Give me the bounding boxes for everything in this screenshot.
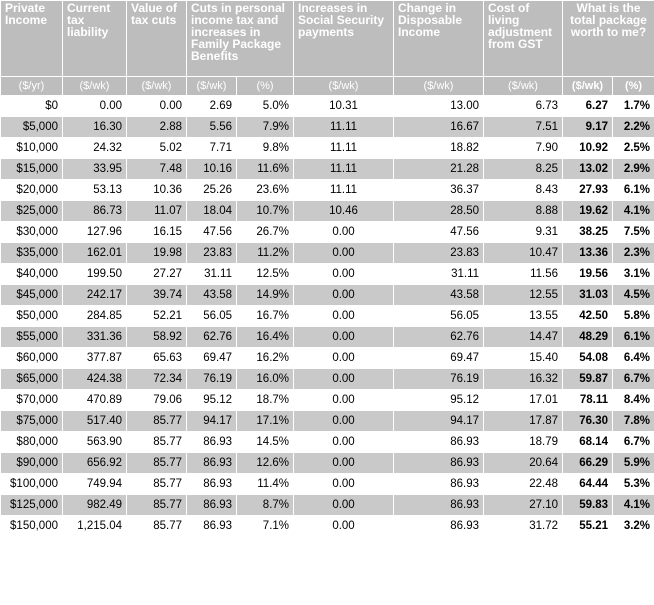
income-cell: $5,000 <box>1 117 63 138</box>
table-row <box>1 432 654 453</box>
unit-tax-cuts: ($/wk) <box>127 77 187 96</box>
table-row <box>1 117 654 138</box>
tax-liability-cell: 127.96 <box>63 222 127 243</box>
cuts-wk-cell: 7.71 <box>187 138 237 159</box>
total-wk-cell: 66.29 <box>563 453 613 474</box>
income-cell: $125,000 <box>1 495 63 516</box>
total-wk-cell: 48.29 <box>563 327 613 348</box>
social-security-cell: 0.00 <box>294 327 394 348</box>
cuts-pct-cell: 16.0% <box>237 369 294 390</box>
unit-income: ($/yr) <box>1 77 63 96</box>
table-row <box>1 327 654 348</box>
total-pct-cell: 4.5% <box>613 285 654 306</box>
table-row <box>1 474 654 495</box>
unit-disposable: ($/wk) <box>394 77 484 96</box>
gst-cell: 10.47 <box>484 243 563 264</box>
income-cell: $65,000 <box>1 369 63 390</box>
total-wk-cell: 78.11 <box>563 390 613 411</box>
social-security-cell: 11.11 <box>294 180 394 201</box>
cuts-pct-cell: 11.4% <box>237 474 294 495</box>
tax-liability-cell: 749.94 <box>63 474 127 495</box>
cuts-wk-cell: 25.26 <box>187 180 237 201</box>
table-row <box>1 159 654 180</box>
tax-liability-cell: 162.01 <box>63 243 127 264</box>
total-pct-cell: 7.8% <box>613 411 654 432</box>
disposable-cell: 76.19 <box>394 369 484 390</box>
social-security-cell: 0.00 <box>294 390 394 411</box>
disposable-cell: 56.05 <box>394 306 484 327</box>
tax-liability-cell: 563.90 <box>63 432 127 453</box>
total-pct-cell: 2.9% <box>613 159 654 180</box>
table-row <box>1 390 654 411</box>
disposable-cell: 86.93 <box>394 453 484 474</box>
cuts-pct-cell: 11.6% <box>237 159 294 180</box>
tax-cuts-cell: 79.06 <box>127 390 187 411</box>
tax-liability-cell: 16.30 <box>63 117 127 138</box>
header-social-security: Increases in Social Security payments <box>294 1 394 77</box>
disposable-cell: 47.56 <box>394 222 484 243</box>
disposable-cell: 21.28 <box>394 159 484 180</box>
gst-cell: 7.51 <box>484 117 563 138</box>
social-security-cell: 11.11 <box>294 159 394 180</box>
tax-cuts-cell: 10.36 <box>127 180 187 201</box>
total-wk-cell: 42.50 <box>563 306 613 327</box>
cuts-pct-cell: 7.1% <box>237 516 294 537</box>
cuts-pct-cell: 16.7% <box>237 306 294 327</box>
income-cell: $75,000 <box>1 411 63 432</box>
gst-cell: 6.73 <box>484 96 563 117</box>
social-security-cell: 0.00 <box>294 495 394 516</box>
tax-cuts-cell: 39.74 <box>127 285 187 306</box>
total-pct-cell: 6.1% <box>613 327 654 348</box>
tax-cuts-cell: 0.00 <box>127 96 187 117</box>
gst-cell: 27.10 <box>484 495 563 516</box>
tax-liability-cell: 53.13 <box>63 180 127 201</box>
cuts-pct-cell: 7.9% <box>237 117 294 138</box>
social-security-cell: 0.00 <box>294 264 394 285</box>
cuts-wk-cell: 18.04 <box>187 201 237 222</box>
gst-cell: 8.88 <box>484 201 563 222</box>
tax-cuts-cell: 85.77 <box>127 495 187 516</box>
cuts-wk-cell: 86.93 <box>187 474 237 495</box>
gst-cell: 13.55 <box>484 306 563 327</box>
tax-cuts-cell: 85.77 <box>127 474 187 495</box>
cuts-wk-cell: 62.76 <box>187 327 237 348</box>
unit-total-pct: (%) <box>613 77 654 96</box>
income-cell: $0 <box>1 96 63 117</box>
gst-cell: 9.31 <box>484 222 563 243</box>
tax-cuts-cell: 2.88 <box>127 117 187 138</box>
social-security-cell: 0.00 <box>294 432 394 453</box>
total-pct-cell: 4.1% <box>613 495 654 516</box>
gst-cell: 8.25 <box>484 159 563 180</box>
cuts-pct-cell: 12.6% <box>237 453 294 474</box>
table-body <box>1 96 654 537</box>
total-wk-cell: 13.02 <box>563 159 613 180</box>
social-security-cell: 0.00 <box>294 453 394 474</box>
disposable-cell: 43.58 <box>394 285 484 306</box>
table-row <box>1 222 654 243</box>
unit-cuts-wk: ($/wk) <box>187 77 237 96</box>
cuts-pct-cell: 10.7% <box>237 201 294 222</box>
cuts-wk-cell: 31.11 <box>187 264 237 285</box>
disposable-cell: 13.00 <box>394 96 484 117</box>
header-tax-liability: Current tax liability <box>63 1 127 77</box>
total-wk-cell: 68.14 <box>563 432 613 453</box>
table-row <box>1 285 654 306</box>
tax-cuts-cell: 85.77 <box>127 453 187 474</box>
table-row <box>1 180 654 201</box>
disposable-cell: 23.83 <box>394 243 484 264</box>
social-security-cell: 0.00 <box>294 411 394 432</box>
table-row <box>1 96 654 117</box>
total-wk-cell: 31.03 <box>563 285 613 306</box>
cuts-wk-cell: 23.83 <box>187 243 237 264</box>
total-wk-cell: 13.36 <box>563 243 613 264</box>
social-security-cell: 0.00 <box>294 306 394 327</box>
cuts-wk-cell: 10.16 <box>187 159 237 180</box>
social-security-cell: 10.46 <box>294 201 394 222</box>
tax-liability-cell: 0.00 <box>63 96 127 117</box>
income-cell: $60,000 <box>1 348 63 369</box>
cuts-wk-cell: 86.93 <box>187 432 237 453</box>
total-pct-cell: 3.1% <box>613 264 654 285</box>
header-gst: Cost of living adjustment from GST <box>484 1 563 77</box>
total-pct-cell: 5.8% <box>613 306 654 327</box>
cuts-wk-cell: 76.19 <box>187 369 237 390</box>
tax-cuts-cell: 5.02 <box>127 138 187 159</box>
table-row <box>1 348 654 369</box>
tax-cuts-cell: 27.27 <box>127 264 187 285</box>
cuts-pct-cell: 14.9% <box>237 285 294 306</box>
total-pct-cell: 3.2% <box>613 516 654 537</box>
tax-cuts-cell: 72.34 <box>127 369 187 390</box>
social-security-cell: 0.00 <box>294 348 394 369</box>
income-cell: $80,000 <box>1 432 63 453</box>
table-row <box>1 453 654 474</box>
social-security-cell: 11.11 <box>294 138 394 159</box>
table-row <box>1 264 654 285</box>
unit-cuts-pct: (%) <box>237 77 294 96</box>
tax-cuts-cell: 16.15 <box>127 222 187 243</box>
cuts-pct-cell: 14.5% <box>237 432 294 453</box>
total-wk-cell: 59.87 <box>563 369 613 390</box>
header-total: What is the total package worth to me? <box>563 1 654 77</box>
total-pct-cell: 2.2% <box>613 117 654 138</box>
gst-cell: 16.32 <box>484 369 563 390</box>
tax-cuts-cell: 85.77 <box>127 411 187 432</box>
table-row <box>1 495 654 516</box>
income-cell: $35,000 <box>1 243 63 264</box>
income-cell: $150,000 <box>1 516 63 537</box>
total-wk-cell: 19.56 <box>563 264 613 285</box>
social-security-cell: 0.00 <box>294 516 394 537</box>
tax-liability-cell: 24.32 <box>63 138 127 159</box>
disposable-cell: 16.67 <box>394 117 484 138</box>
disposable-cell: 86.93 <box>394 432 484 453</box>
cuts-wk-cell: 94.17 <box>187 411 237 432</box>
tax-liability-cell: 242.17 <box>63 285 127 306</box>
cuts-wk-cell: 69.47 <box>187 348 237 369</box>
total-wk-cell: 19.62 <box>563 201 613 222</box>
cuts-pct-cell: 26.7% <box>237 222 294 243</box>
social-security-cell: 11.11 <box>294 117 394 138</box>
income-cell: $25,000 <box>1 201 63 222</box>
gst-cell: 18.79 <box>484 432 563 453</box>
unit-social-security: ($/wk) <box>294 77 394 96</box>
total-wk-cell: 9.17 <box>563 117 613 138</box>
cuts-wk-cell: 86.93 <box>187 495 237 516</box>
cuts-wk-cell: 2.69 <box>187 96 237 117</box>
disposable-cell: 86.93 <box>394 516 484 537</box>
total-wk-cell: 38.25 <box>563 222 613 243</box>
total-pct-cell: 5.3% <box>613 474 654 495</box>
tax-cuts-cell: 65.63 <box>127 348 187 369</box>
tax-liability-cell: 424.38 <box>63 369 127 390</box>
tax-liability-cell: 377.87 <box>63 348 127 369</box>
disposable-cell: 86.93 <box>394 495 484 516</box>
header-tax-cuts: Value of tax cuts <box>127 1 187 77</box>
cuts-pct-cell: 8.7% <box>237 495 294 516</box>
cuts-pct-cell: 5.0% <box>237 96 294 117</box>
table-row <box>1 369 654 390</box>
tax-liability-cell: 199.50 <box>63 264 127 285</box>
tax-liability-cell: 86.73 <box>63 201 127 222</box>
total-pct-cell: 2.3% <box>613 243 654 264</box>
gst-cell: 8.43 <box>484 180 563 201</box>
cuts-pct-cell: 23.6% <box>237 180 294 201</box>
disposable-cell: 62.76 <box>394 327 484 348</box>
total-wk-cell: 10.92 <box>563 138 613 159</box>
header-private-income: Private Income <box>1 1 63 77</box>
table-row <box>1 516 654 537</box>
table-row <box>1 138 654 159</box>
cuts-wk-cell: 86.93 <box>187 453 237 474</box>
disposable-cell: 31.11 <box>394 264 484 285</box>
disposable-cell: 69.47 <box>394 348 484 369</box>
cuts-pct-cell: 17.1% <box>237 411 294 432</box>
total-wk-cell: 27.93 <box>563 180 613 201</box>
tax-cuts-cell: 52.21 <box>127 306 187 327</box>
cuts-wk-cell: 47.56 <box>187 222 237 243</box>
gst-cell: 31.72 <box>484 516 563 537</box>
income-cell: $15,000 <box>1 159 63 180</box>
total-pct-cell: 6.4% <box>613 348 654 369</box>
gst-cell: 12.55 <box>484 285 563 306</box>
total-pct-cell: 6.7% <box>613 432 654 453</box>
tax-liability-cell: 284.85 <box>63 306 127 327</box>
tax-cuts-cell: 58.92 <box>127 327 187 348</box>
tax-cuts-cell: 7.48 <box>127 159 187 180</box>
gst-cell: 15.40 <box>484 348 563 369</box>
income-cell: $55,000 <box>1 327 63 348</box>
table-header <box>1 1 654 96</box>
cuts-pct-cell: 16.2% <box>237 348 294 369</box>
total-pct-cell: 4.1% <box>613 201 654 222</box>
income-cell: $10,000 <box>1 138 63 159</box>
cuts-wk-cell: 5.56 <box>187 117 237 138</box>
cuts-pct-cell: 11.2% <box>237 243 294 264</box>
tax-liability-cell: 470.89 <box>63 390 127 411</box>
total-pct-cell: 2.5% <box>613 138 654 159</box>
gst-cell: 22.48 <box>484 474 563 495</box>
unit-tax-liability: ($/wk) <box>63 77 127 96</box>
header-cuts-personal: Cuts in personal income tax and increases in Family Package Benefits <box>187 1 294 77</box>
total-pct-cell: 7.5% <box>613 222 654 243</box>
income-cell: $20,000 <box>1 180 63 201</box>
cuts-wk-cell: 86.93 <box>187 516 237 537</box>
unit-total-wk: ($/wk) <box>563 77 613 96</box>
tax-liability-cell: 982.49 <box>63 495 127 516</box>
total-wk-cell: 59.83 <box>563 495 613 516</box>
disposable-cell: 18.82 <box>394 138 484 159</box>
total-wk-cell: 55.21 <box>563 516 613 537</box>
total-wk-cell: 54.08 <box>563 348 613 369</box>
tax-liability-cell: 33.95 <box>63 159 127 180</box>
gst-cell: 11.56 <box>484 264 563 285</box>
social-security-cell: 0.00 <box>294 222 394 243</box>
income-cell: $100,000 <box>1 474 63 495</box>
cuts-pct-cell: 18.7% <box>237 390 294 411</box>
social-security-cell: 0.00 <box>294 369 394 390</box>
table-row <box>1 243 654 264</box>
social-security-cell: 0.00 <box>294 285 394 306</box>
tax-cuts-cell: 19.98 <box>127 243 187 264</box>
gst-cell: 14.47 <box>484 327 563 348</box>
header-disposable-income: Change in Disposable Income <box>394 1 484 77</box>
income-cell: $40,000 <box>1 264 63 285</box>
disposable-cell: 95.12 <box>394 390 484 411</box>
disposable-cell: 94.17 <box>394 411 484 432</box>
tax-liability-cell: 517.40 <box>63 411 127 432</box>
unit-gst: ($/wk) <box>484 77 563 96</box>
tax-cuts-cell: 85.77 <box>127 516 187 537</box>
social-security-cell: 0.00 <box>294 474 394 495</box>
cuts-pct-cell: 16.4% <box>237 327 294 348</box>
cuts-wk-cell: 56.05 <box>187 306 237 327</box>
total-wk-cell: 76.30 <box>563 411 613 432</box>
tax-cuts-cell: 11.07 <box>127 201 187 222</box>
total-pct-cell: 1.7% <box>613 96 654 117</box>
gst-cell: 17.01 <box>484 390 563 411</box>
disposable-cell: 36.37 <box>394 180 484 201</box>
table-row <box>1 306 654 327</box>
disposable-cell: 86.93 <box>394 474 484 495</box>
cuts-pct-cell: 9.8% <box>237 138 294 159</box>
income-cell: $50,000 <box>1 306 63 327</box>
total-pct-cell: 5.9% <box>613 453 654 474</box>
tax-liability-cell: 331.36 <box>63 327 127 348</box>
income-cell: $70,000 <box>1 390 63 411</box>
income-cell: $30,000 <box>1 222 63 243</box>
income-cell: $45,000 <box>1 285 63 306</box>
tax-liability-cell: 656.92 <box>63 453 127 474</box>
total-pct-cell: 8.4% <box>613 390 654 411</box>
gst-cell: 20.64 <box>484 453 563 474</box>
tax-liability-cell: 1,215.04 <box>63 516 127 537</box>
cuts-wk-cell: 43.58 <box>187 285 237 306</box>
total-wk-cell: 64.44 <box>563 474 613 495</box>
income-cell: $90,000 <box>1 453 63 474</box>
tax-cuts-cell: 85.77 <box>127 432 187 453</box>
gst-cell: 7.90 <box>484 138 563 159</box>
cuts-pct-cell: 12.5% <box>237 264 294 285</box>
table-row <box>1 411 654 432</box>
total-pct-cell: 6.7% <box>613 369 654 390</box>
social-security-cell: 10.31 <box>294 96 394 117</box>
cuts-wk-cell: 95.12 <box>187 390 237 411</box>
table-row <box>1 201 654 222</box>
disposable-cell: 28.50 <box>394 201 484 222</box>
total-wk-cell: 6.27 <box>563 96 613 117</box>
gst-cell: 17.87 <box>484 411 563 432</box>
social-security-cell: 0.00 <box>294 243 394 264</box>
total-pct-cell: 6.1% <box>613 180 654 201</box>
